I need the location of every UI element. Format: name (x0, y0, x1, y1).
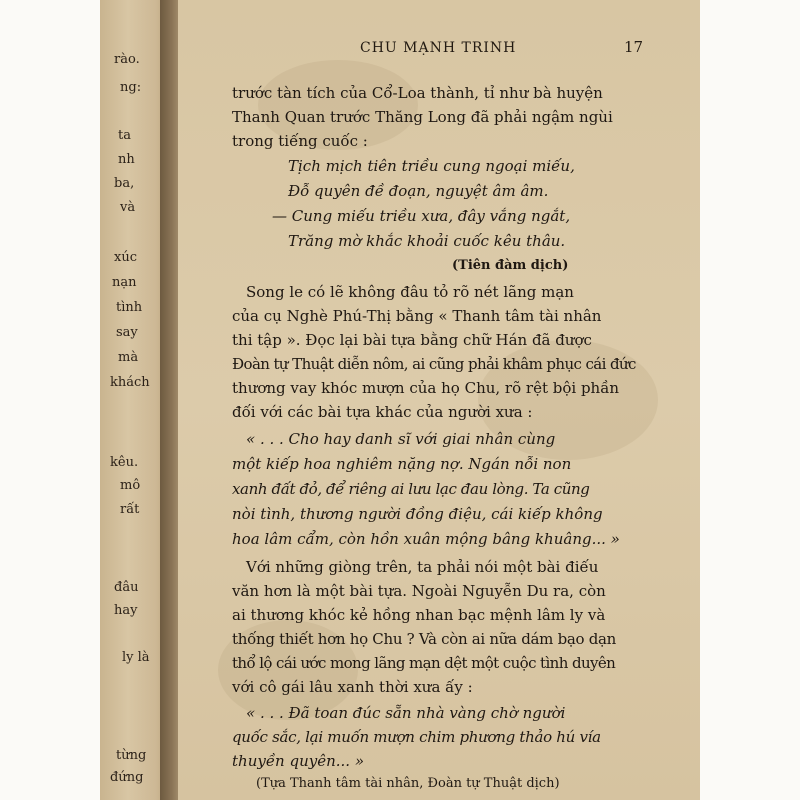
body-line: Đoàn tự Thuật diễn nôm, ai cũng phải khâm phục cái đức (232, 355, 636, 373)
left-fragment: say (116, 325, 138, 340)
left-fragment: và (120, 200, 136, 215)
left-fragment: rất (120, 502, 140, 517)
left-fragment: hay (114, 603, 138, 618)
running-header: CHU MẠNH TRINH (360, 40, 517, 56)
left-fragment: nạn (112, 275, 137, 290)
left-fragment: mà (118, 350, 139, 365)
quote-line: nòi tình, thương người đồng điệu, cái kiếp không (232, 505, 603, 523)
left-fragment: ta (118, 128, 131, 143)
background-right (700, 0, 800, 800)
left-fragment: ba, (114, 176, 135, 191)
body-line: ai thương khóc kẻ hồng nhan bạc mệnh lâm ly và (232, 606, 606, 624)
left-fragment: kêu. (110, 455, 139, 470)
left-fragment: khách (110, 375, 150, 390)
body-line: Thanh Quan trước Thăng Long đã phải ngậm ngùi (232, 108, 613, 126)
quote-line: quốc sắc, lại muốn mượn chim phương thảo hú vía (232, 728, 601, 746)
left-fragment: xúc (114, 250, 137, 265)
page-number: 17 (624, 38, 644, 56)
body-line: thổ lộ cái ước mong lãng mạn dệt một cuộc tình duyên (232, 654, 616, 672)
poem-line: Đỗ quyên đề đoạn, nguyệt âm âm. (288, 182, 549, 200)
left-fragment: từng (116, 748, 147, 763)
body-line: Với những giòng trên, ta phải nói một bài điếu (246, 558, 599, 576)
background-left (0, 0, 100, 800)
poem-line: Tịch mịch tiên triều cung ngoại miếu, (288, 157, 575, 175)
left-fragment: đứng (110, 770, 144, 785)
poem-line: Trăng mờ khắc khoải cuốc kêu thâu. (288, 232, 566, 250)
quote-line: hoa lâm cẩm, còn hồn xuân mộng bâng khuâng... » (232, 530, 620, 548)
left-fragment: ng: (120, 80, 142, 95)
body-line: với cô gái lâu xanh thời xưa ấy : (232, 678, 473, 696)
translation-credit: (Tiên đàm dịch) (452, 258, 569, 273)
left-fragment: nh (118, 152, 135, 167)
quote-line: « . . . Đã toan đúc sẵn nhà vàng chờ người (246, 704, 566, 722)
body-line: trong tiếng cuốc : (232, 132, 368, 150)
body-line: trước tàn tích của Cổ-Loa thành, tỉ như bà huyện (232, 84, 603, 102)
left-fragment: ly là (122, 650, 150, 665)
body-line: thi tập ». Đọc lại bài tựa bằng chữ Hán đã được (232, 331, 592, 349)
left-fragment: đâu (114, 580, 139, 595)
body-line: văn hơn là một bài tựa. Ngoài Nguyễn Du ra, còn (232, 582, 606, 600)
body-line: đối với các bài tựa khác của người xưa : (232, 403, 533, 421)
quote-line: thuyền quyên... » (232, 752, 365, 770)
quote-line: xanh đất đỏ, để riêng ai lưu lạc đau lòng. Ta cũng (232, 480, 590, 498)
translation-credit: (Tựa Thanh tâm tài nhân, Đoàn tự Thuật dịch) (256, 776, 560, 791)
quote-line: « . . . Cho hay danh sĩ với giai nhân cùng (246, 430, 556, 448)
body-line: thống thiết hơn họ Chu ? Và còn ai nữa dám bạo dạn (232, 630, 617, 648)
body-line: Song le có lẽ không đâu tỏ rõ nét lãng mạn (246, 283, 574, 301)
left-fragment: tình (116, 300, 143, 315)
quote-line: một kiếp hoa nghiêm nặng nợ. Ngán nỗi non (232, 455, 572, 473)
left-fragment: rào. (114, 52, 140, 67)
poem-line: — Cung miếu triều xưa, đây vắng ngắt, (272, 207, 571, 225)
left-fragment: mô (120, 478, 141, 493)
body-line: thương vay khóc mượn của họ Chu, rõ rệt bội phần (232, 379, 620, 397)
body-line: của cụ Nghè Phú-Thị bằng « Thanh tâm tài nhân (232, 307, 602, 325)
